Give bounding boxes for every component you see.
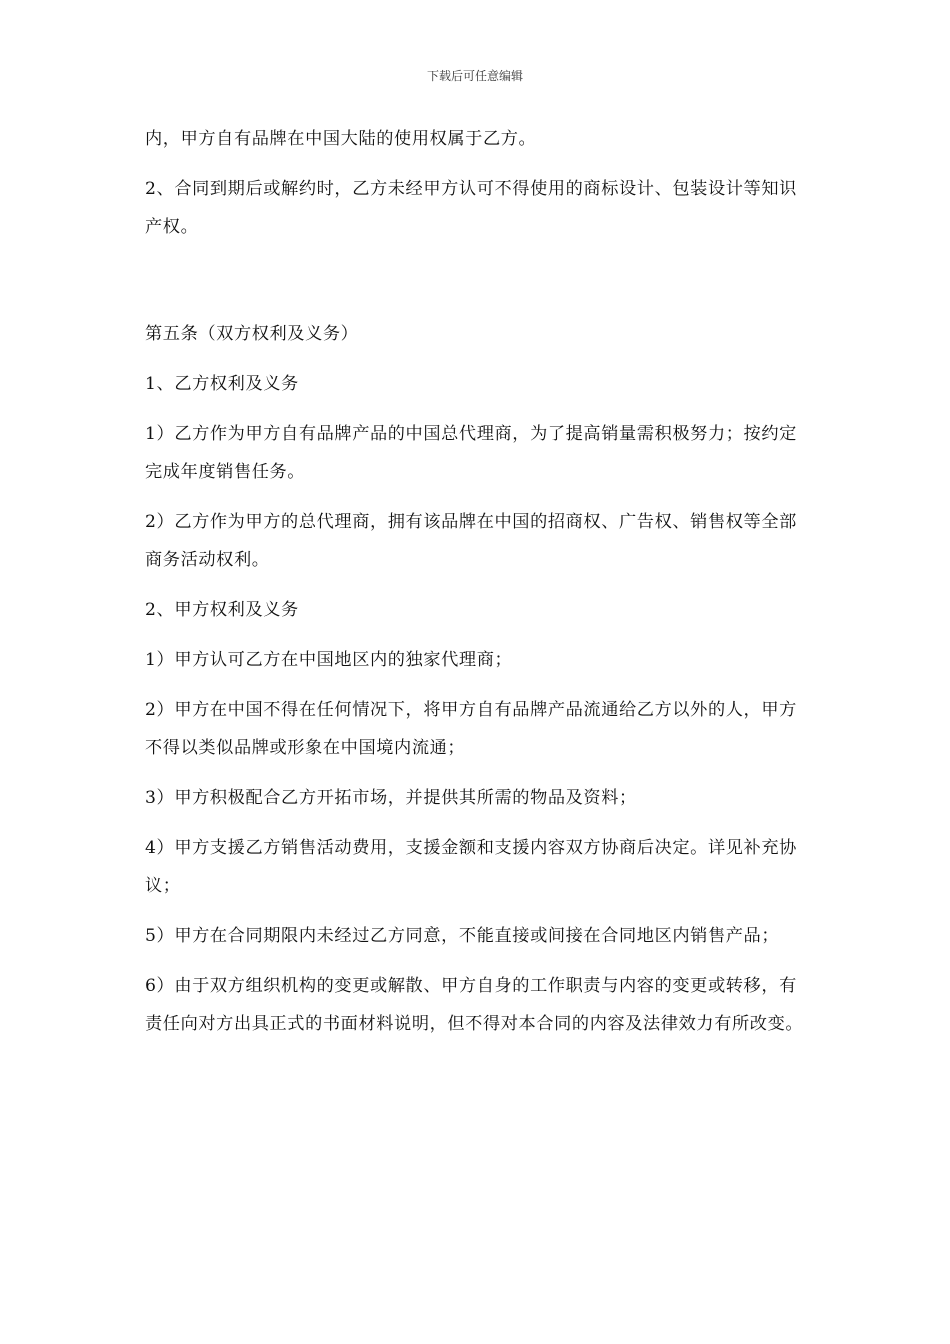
paragraph: 2、合同到期后或解约时，乙方未经甲方认可不得使用的商标设计、包装设计等知识产权。 — [145, 179, 797, 237]
paragraph: 2）乙方作为甲方的总代理商，拥有该品牌在中国的招商权、广告权、销售权等全部商务活动权利。 — [145, 512, 797, 570]
paragraph: 内，甲方自有品牌在中国大陆的使用权属于乙方。 — [145, 129, 537, 149]
paragraph: 1）乙方作为甲方自有品牌产品的中国总代理商，为了提高销量需积极努力；按约定完成年度销售任务。 — [145, 424, 797, 482]
page-header: 下载后可任意编辑 — [426, 69, 523, 83]
paragraph: 4）甲方支援乙方销售活动费用，支援金额和支援内容双方协商后决定。详见补充协议； — [145, 838, 797, 896]
subsection-heading: 1、乙方权利及义务 — [145, 374, 299, 394]
section-spacer — [145, 258, 810, 315]
section-heading: 第五条（双方权利及义务） — [145, 324, 359, 344]
subsection-heading: 2、甲方权利及义务 — [145, 600, 299, 620]
paragraph: 1）甲方认可乙方在中国地区内的独家代理商； — [145, 650, 513, 670]
document-body — [145, 120, 810, 1055]
paragraph: 6）由于双方组织机构的变更或解散、甲方自身的工作职责与内容的变更或转移，有责任向对方出具正式的书面材料说明，但不得对本合同的内容及法律效力有所改变。 — [145, 976, 804, 1034]
paragraph: 5）甲方在合同期限内未经过乙方同意，不能直接或间接在合同地区内销售产品； — [145, 926, 780, 946]
paragraph: 3）甲方积极配合乙方开拓市场，并提供其所需的物品及资料； — [145, 788, 637, 808]
paragraph: 2）甲方在中国不得在任何情况下，将甲方自有品牌产品流通给乙方以外的人，甲方不得以类似品牌或形象在中国境内流通； — [145, 700, 797, 758]
